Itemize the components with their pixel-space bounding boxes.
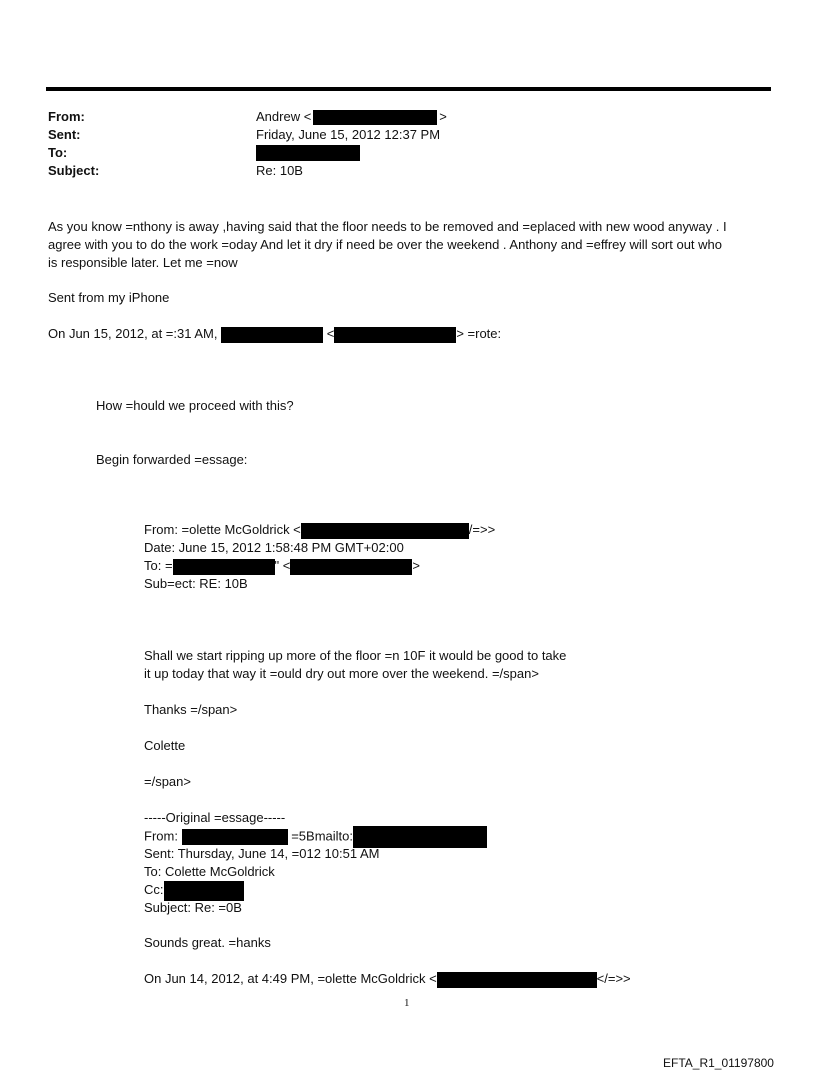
fwd-to-prefix: To: =: [144, 558, 173, 573]
header-rule: [46, 87, 771, 91]
document-id: EFTA_R1_01197800: [663, 1056, 774, 1070]
redaction-block: [301, 523, 469, 539]
sent-label: Sent:: [48, 127, 81, 142]
from-label: From:: [48, 109, 85, 124]
fwd-to-mid: " <: [274, 558, 291, 573]
fwd-subject: Sub=ect: RE: 10B: [144, 576, 248, 591]
body-line-1: As you know =nthony is away ,having said that the floor needs to be removed and =eplaced with new wood anyway . I: [48, 219, 727, 234]
fwd-span-close: =/span>: [144, 774, 191, 789]
redaction-block: [221, 327, 323, 343]
orig-sounds-great: Sounds great. =hanks: [144, 935, 271, 950]
orig-quote-prefix: On Jun 14, 2012, at 4:49 PM, =olette McGoldrick <: [144, 971, 437, 986]
fwd-body-line-2: it up today that way it =ould dry out more over the weekend. =/span>: [144, 666, 539, 681]
redaction-block: [290, 559, 412, 575]
orig-sent: Sent: Thursday, June 14, =012 10:51 AM: [144, 846, 380, 861]
redaction-block: [256, 145, 360, 161]
orig-mailto: =5Bmailto:: [291, 828, 353, 844]
subject-label: Subject:: [48, 163, 100, 178]
body-line-2: agree with you to do the work =oday And let it dry if need be over the weekend . Anthony and =effrey will sort out who: [48, 237, 723, 252]
redaction-block: [182, 829, 288, 845]
fwd-from: [144, 520, 495, 540]
orig-from-prefix: From:: [144, 828, 178, 844]
orig-cc-label: Cc:: [144, 882, 164, 897]
fwd-from-prefix: From: =olette McGoldrick <: [144, 522, 301, 537]
quote-line-1: [48, 324, 501, 344]
orig-header: -----Original =essage-----: [144, 810, 286, 825]
signature: Sent from my iPhone: [48, 290, 170, 305]
fwd-body-line-1: Shall we start ripping up more of the floor =n 10F it would be good to take: [144, 648, 567, 663]
quote-suffix: > =rote:: [456, 326, 502, 341]
sent-value: Friday, June 15, 2012 12:37 PM: [256, 127, 441, 142]
orig-quote-line: [144, 969, 631, 989]
begin-forwarded-line: Begin forwarded =essage:: [96, 452, 248, 467]
fwd-to: [144, 556, 420, 576]
orig-to: To: Colette McGoldrick: [144, 864, 275, 879]
fwd-thanks: Thanks =/span>: [144, 702, 238, 717]
redaction-block: [173, 559, 275, 575]
page-number: 1: [404, 997, 410, 1009]
body-line-3: is responsible later. Let me =now: [48, 255, 238, 270]
quote-prefix: On Jun 15, 2012, at =:31 AM,: [48, 326, 218, 341]
orig-subject: Subject: Re: =0B: [144, 900, 242, 915]
redaction-block: [334, 327, 456, 343]
fwd-to-suffix: >: [412, 558, 420, 573]
from-close: >: [439, 109, 447, 124]
to-label: To:: [48, 145, 68, 160]
from-value: [256, 109, 447, 125]
fwd-date: Date: June 15, 2012 1:58:48 PM GMT+02:00: [144, 540, 404, 555]
fwd-colette: Colette: [144, 738, 186, 753]
how-should-line: How =hould we proceed with this?: [96, 398, 294, 413]
quote-lt: <: [326, 326, 335, 341]
redaction-block: [437, 972, 597, 988]
orig-quote-suffix: </=>>: [596, 971, 631, 986]
to-value: [256, 144, 360, 162]
subject-value: Re: 10B: [256, 163, 303, 178]
fwd-from-suffix: /=>>: [468, 522, 496, 537]
redaction-block: [313, 110, 437, 125]
from-name: Andrew <: [256, 109, 312, 124]
